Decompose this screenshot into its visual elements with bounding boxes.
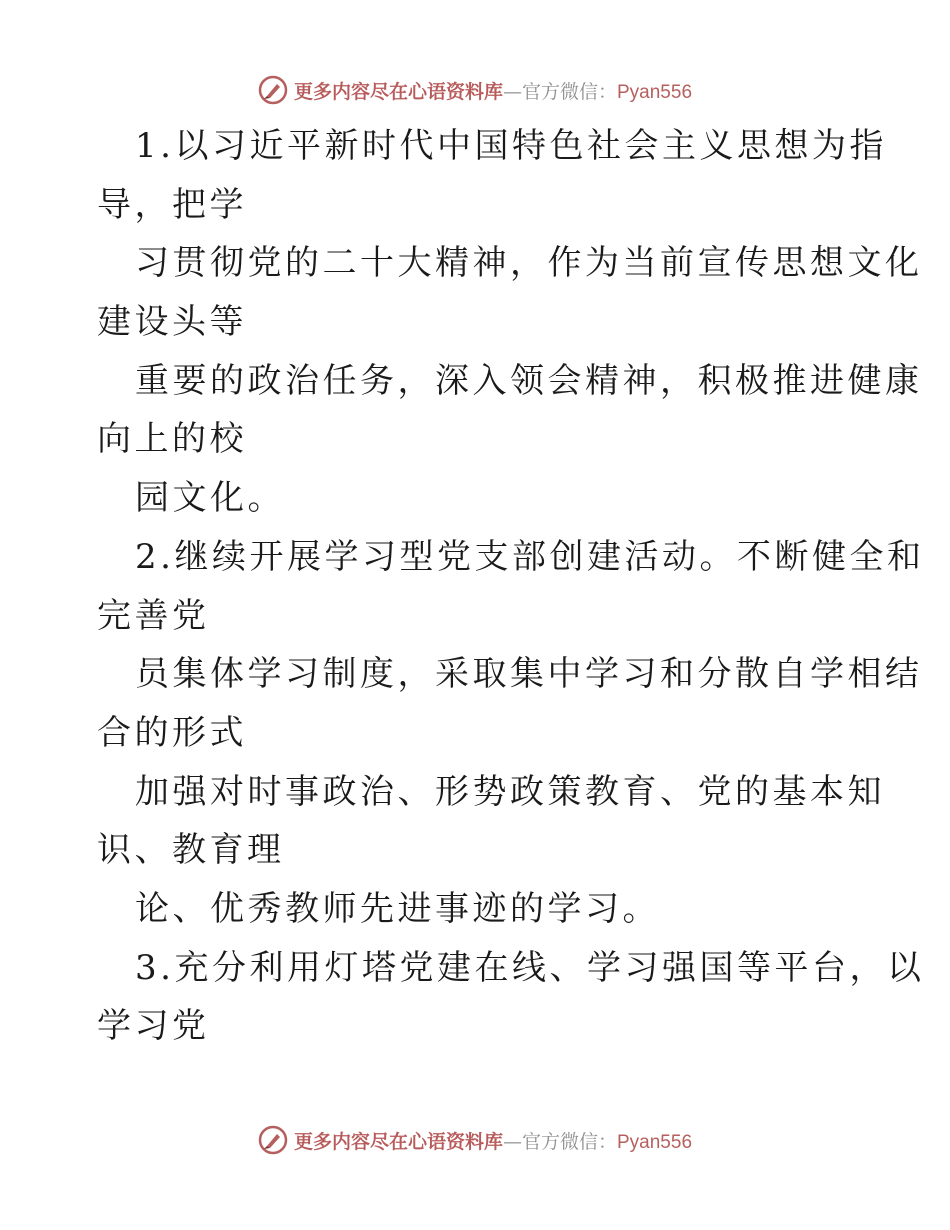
watermark-wechat-id: Pyan556 bbox=[617, 1131, 693, 1153]
footer-watermark bbox=[0, 1120, 950, 1160]
body-line: 学习党 bbox=[97, 1006, 210, 1047]
watermark-brand: 更多内容尽在心语资料库 bbox=[293, 1130, 503, 1153]
body-line: 园文化。 bbox=[135, 478, 285, 519]
body-line: 向上的校 bbox=[97, 419, 247, 460]
body-line: 习贯彻党的二十大精神，作为当前宣传思想文化 bbox=[135, 243, 923, 284]
body-line: 加强对时事政治、形势政策教育、党的基本知 bbox=[135, 771, 885, 812]
body-line: 1.以习近平新时代中国特色社会主义思想为指 bbox=[135, 126, 887, 166]
watermark-wechat-label: 官方微信： bbox=[521, 80, 617, 103]
body-line: 员集体学习制度，采取集中学习和分散自学相结 bbox=[135, 654, 923, 695]
body-line: 论、优秀教师先进事迹的学习。 bbox=[135, 888, 660, 929]
watermark-wechat-label: 官方微信： bbox=[521, 1130, 617, 1153]
body-line: 建设头等 bbox=[97, 302, 247, 343]
watermark-brand: 更多内容尽在心语资料库 bbox=[293, 80, 503, 103]
body-line: 完善党 bbox=[97, 595, 210, 636]
body-line: 导，把学 bbox=[97, 184, 247, 225]
body-line: 识、教育理 bbox=[97, 830, 285, 871]
watermark-dash: — bbox=[502, 80, 522, 103]
pen-nib-logo-icon bbox=[258, 75, 288, 105]
body-line: 3.充分利用灯塔党建在线、学习强国等平台，以 bbox=[135, 947, 925, 988]
watermark-dash: — bbox=[502, 1130, 522, 1153]
watermark-wechat-id: Pyan556 bbox=[617, 81, 693, 103]
pen-nib-logo-icon bbox=[258, 1125, 288, 1155]
document-body bbox=[97, 117, 925, 1056]
body-line: 2.继续开展学习型党支部创建活动。不断健全和 bbox=[135, 536, 925, 577]
body-line: 重要的政治任务，深入领会精神，积极推进健康 bbox=[135, 360, 923, 401]
header-watermark bbox=[0, 70, 950, 110]
body-line: 合的形式 bbox=[97, 712, 247, 753]
